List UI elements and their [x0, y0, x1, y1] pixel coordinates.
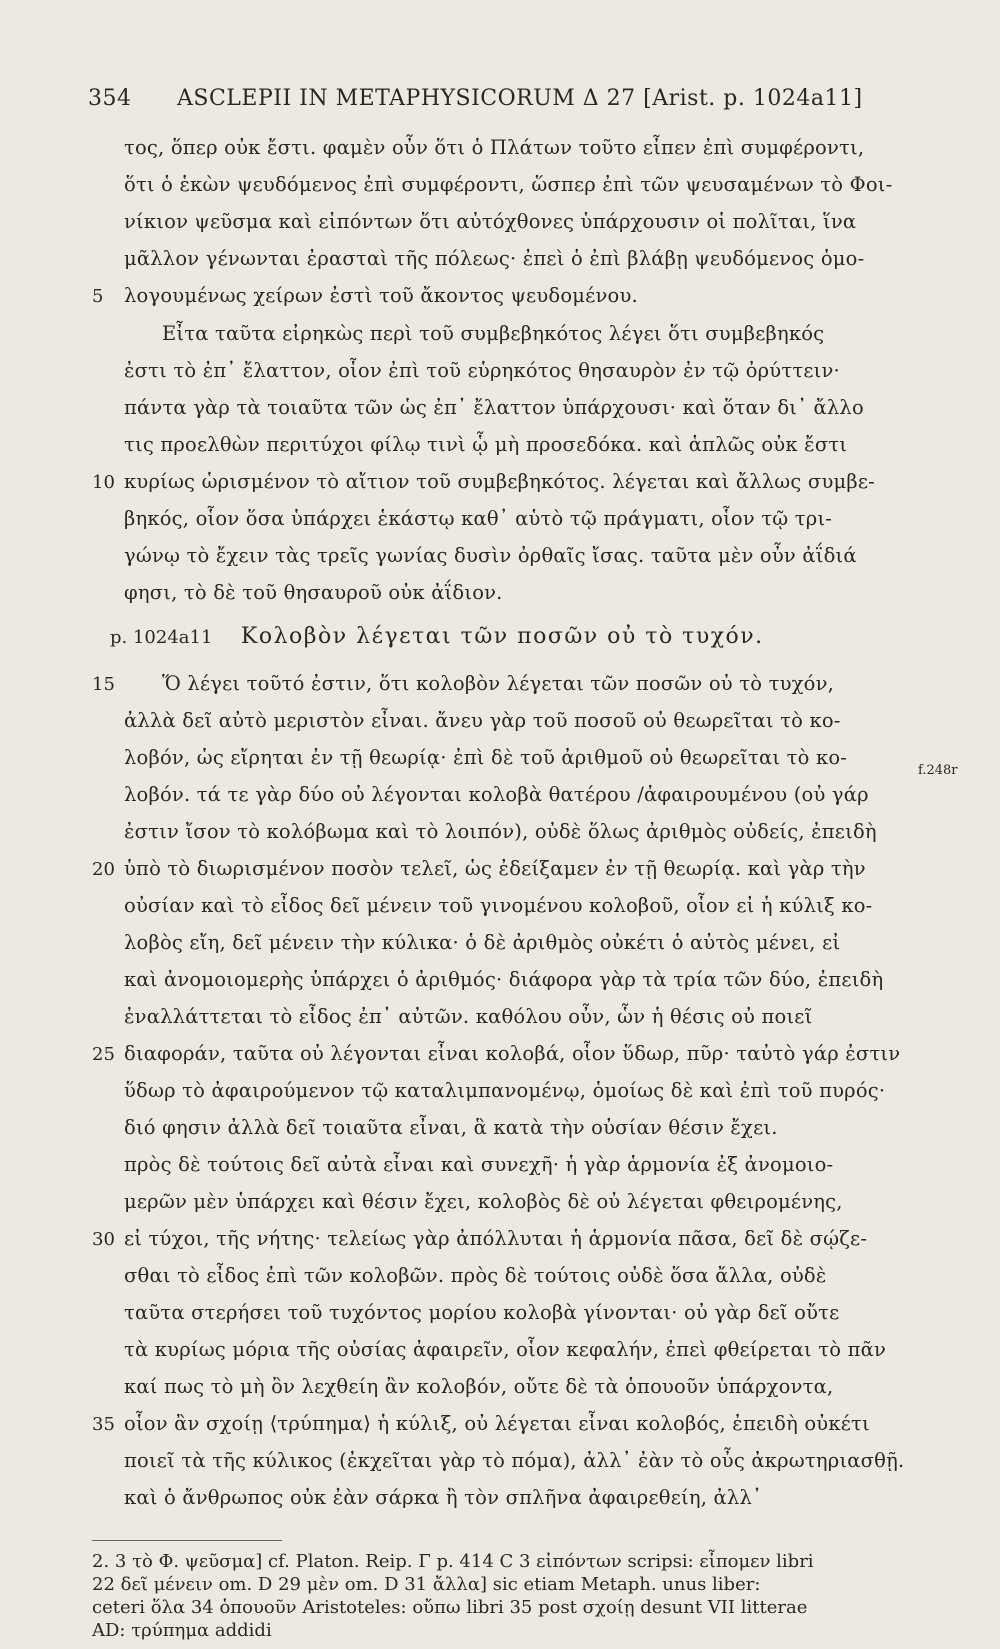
footnote-line: 2. 3 τὸ Φ. ψεῦσμα] cf. Platon. Reip. Γ p. 414 C 3 εἰπόντων scripsi: εἶπομεν libri [92, 1551, 814, 1572]
text-line: ταῦτα στερήσει τοῦ τυχόντος μορίου κολοβὰ γίνονται· οὐ γὰρ δεῖ οὔτε [124, 1301, 840, 1324]
footnote-line: 22 δεῖ μένειν om. D 29 μὲν om. D 31 ἄλλα] sic etiam Metaph. unus liber: [92, 1574, 761, 1595]
text-line: ὕδωρ τὸ ἀφαιρούμενον τῷ καταλιμπανομένῳ, ὁμοίως δὲ καὶ ἐπὶ τοῦ πυρός· [124, 1079, 886, 1102]
text-line: Ὅ λέγει τοῦτό ἐστιν, ὅτι κολοβὸν λέγεται τῶν ποσῶν οὐ τὸ τυχόν, [162, 672, 835, 695]
text-line: μᾶλλον γένωνται ἐρασταὶ τῆς πόλεως· ἐπεὶ ὁ ἐπὶ βλάβῃ ψευδόμενος ὁμο- [124, 247, 865, 270]
text-line: ποιεῖ τὰ τῆς κύλικος (ἐκχεῖται γὰρ τὸ πόμα), ἀλλ᾽ ἐὰν τὸ οὖς ἀκρωτηριασθῇ. [124, 1449, 905, 1472]
text-line: τος, ὅπερ οὐκ ἔστι. φαμὲν οὖν ὅτι ὁ Πλάτων τοῦτο εἶπεν ἐπὶ συμφέροντι, [124, 136, 865, 159]
text-line: σθαι τὸ εἶδος ἐπὶ τῶν κολοβῶν. πρὸς δὲ τούτοις οὐδὲ ὅσα ἄλλα, οὐδὲ [124, 1264, 827, 1287]
text-line: πρὸς δὲ τούτοις δεῖ αὐτὰ εἶναι καὶ συνεχῆ· ἡ γὰρ ἁρμονία ἐξ ἀνομοιο- [124, 1153, 834, 1176]
text-line: καὶ ὁ ἄνθρωπος οὐκ ἐὰν σάρκα ἢ τὸν σπλῆνα ἀφαιρεθείη, ἀλλ᾽ [124, 1486, 762, 1509]
running-title: ASCLEPII IN METAPHYSICORUM Δ 27 [Arist. p. 1024a11] [177, 86, 863, 111]
text-line: ἐστι τὸ ἐπ᾽ ἔλαττον, οἷον ἐπὶ τοῦ εὑρηκότος θησαυρὸν ἐν τῷ ὀρύττειν· [124, 359, 840, 382]
text-line: κυρίως ὡρισμένον τὸ αἴτιον τοῦ συμβεβηκότος. λέγεται καὶ ἄλλως συμβε- [124, 470, 875, 493]
line-number: 25 [92, 1044, 115, 1065]
text-line: καί πως τὸ μὴ ὂν λεχθείη ἂν κολοβόν, οὔτε δὲ τὰ ὁπουοῦν ὑπάρχοντα, [124, 1375, 834, 1398]
line-number: 5 [92, 286, 104, 307]
text-line: ἀλλὰ δεῖ αὐτὸ μεριστὸν εἶναι. ἄνευ γὰρ τοῦ ποσοῦ οὐ θεωρεῖται τὸ κο- [124, 709, 841, 732]
text-line: τὰ κυρίως μόρια τῆς οὐσίας ἀφαιρεῖν, οἷον κεφαλήν, ἐπεὶ φθείρεται τὸ πᾶν [124, 1338, 887, 1361]
text-line: γώνῳ τὸ ἔχειν τὰς τρεῖς γωνίας δυσὶν ὀρθαῖς ἴσας. ταῦτα μὲν οὖν ἀΐδιά [124, 544, 857, 567]
footnote-line: AD: τρύπημα addidi [92, 1620, 272, 1641]
line-number: 30 [92, 1229, 115, 1250]
page-number: 354 [88, 86, 132, 111]
lemma-text: Κολοβὸν λέγεται τῶν ποσῶν οὐ τὸ τυχόν. [240, 624, 764, 649]
line-number: 35 [92, 1414, 115, 1435]
margin-folio-note: f.248r [918, 763, 958, 778]
text-line: λογουμένως χείρων ἐστὶ τοῦ ἄκοντος ψευδομένου. [124, 284, 638, 307]
text-line: διό φησιν ἀλλὰ δεῖ τοιαῦτα εἶναι, ἃ κατὰ τὴν οὐσίαν θέσιν ἔχει. [124, 1116, 778, 1139]
text-line: ἐναλλάττεται τὸ εἶδος ἐπ᾽ αὐτῶν. καθόλου οὖν, ὧν ἡ θέσις οὐ ποιεῖ [124, 1005, 813, 1028]
text-line: τις προελθὼν περιτύχοι φίλῳ τινὶ ᾧ μὴ προσεδόκα. καὶ ἁπλῶς οὐκ ἔστι [124, 433, 848, 456]
text-line: λοβὸς εἴη, δεῖ μένειν τὴν κύλικα· ὁ δὲ ἀριθμὸς οὐκέτι ὁ αὐτὸς μένει, εἰ [124, 931, 841, 954]
text-line: ὑπὸ τὸ διωρισμένον ποσὸν τελεῖ, ὡς ἐδείξαμεν ἐν τῇ θεωρίᾳ. καὶ γὰρ τὴν [124, 857, 866, 880]
text-line: καὶ ἀνομοιομερὴς ὑπάρχει ὁ ἀριθμός· διάφορα γὰρ τὰ τρία τῶν δύο, ἐπειδὴ [124, 968, 884, 991]
text-line: ἐστιν ἴσον τὸ κολόβωμα καὶ τὸ λοιπόν), οὐδὲ ὅλως ἀριθμὸς οὐδείς, ἐπειδὴ [124, 820, 877, 843]
text-line: εἰ τύχοι, τῆς νήτης· τελείως γὰρ ἀπόλλυται ἡ ἁρμονία πᾶσα, δεῖ δὲ σῴζε- [124, 1227, 868, 1250]
text-line: πάντα γὰρ τὰ τοιαῦτα τῶν ὡς ἐπ᾽ ἔλαττον ὑπάρχουσι· καὶ ὅταν δι᾽ ἄλλο [124, 396, 864, 419]
line-number: 15 [92, 674, 115, 695]
text-line: διαφοράν, ταῦτα οὐ λέγονται εἶναι κολοβά, οἷον ὕδωρ, πῦρ· ταὐτὸ γάρ ἐστιν [124, 1042, 901, 1065]
text-line: Εἶτα ταῦτα εἰρηκὼς περὶ τοῦ συμβεβηκότος λέγει ὅτι συμβεβηκός [162, 322, 825, 345]
text-line: λοβόν. τά τε γὰρ δύο οὐ λέγονται κολοβὰ θατέρου /ἀφαιρουμένου (οὐ γάρ [124, 783, 869, 806]
line-number: 10 [92, 472, 115, 493]
text-line: νίκιον ψεῦσμα καὶ εἰπόντων ὅτι αὐτόχθονες ὑπάρχουσιν οἱ πολῖται, ἵνα [124, 210, 857, 233]
text-line: λοβόν, ὡς εἴρηται ἐν τῇ θεωρίᾳ· ἐπὶ δὲ τοῦ ἀριθμοῦ οὐ θεωρεῖται τὸ κο- [124, 746, 848, 769]
running-header [88, 86, 988, 111]
text-line: φησι, τὸ δὲ τοῦ θησαυροῦ οὐκ ἀΐδιον. [124, 581, 503, 604]
lemma [110, 624, 764, 649]
text-line: βηκός, οἷον ὅσα ὑπάρχει ἑκάστῳ καθ᾽ αὑτὸ τῷ πράγματι, οἷον τῷ τρι- [124, 507, 833, 530]
footnote-rule [92, 1540, 282, 1541]
footnote-line: ceteri ὅλα 34 ὁπουοῦν Aristoteles: οὔπω libri 35 post σχοίῃ desunt VII litterae [92, 1597, 808, 1618]
lemma-reference: p. 1024a11 [110, 627, 213, 648]
line-number: 20 [92, 859, 115, 880]
text-line: οὐσίαν καὶ τὸ εἶδος δεῖ μένειν τοῦ γινομένου κολοβοῦ, οἷον εἰ ἡ κύλιξ κο- [124, 894, 873, 917]
text-line: ὅτι ὁ ἑκὼν ψευδόμενος ἐπὶ συμφέροντι, ὥσπερ ἐπὶ τῶν ψευσαμένων τὸ Φοι- [124, 173, 893, 196]
text-line: μερῶν μὲν ὑπάρχει καὶ θέσιν ἔχει, κολοβὸς δὲ οὐ λέγεται φθειρομένης, [124, 1190, 843, 1213]
text-line: οἷον ἂν σχοίῃ ⟨τρύπημα⟩ ἡ κύλιξ, οὐ λέγεται εἶναι κολοβός, ἐπειδὴ οὐκέτι [124, 1412, 870, 1435]
